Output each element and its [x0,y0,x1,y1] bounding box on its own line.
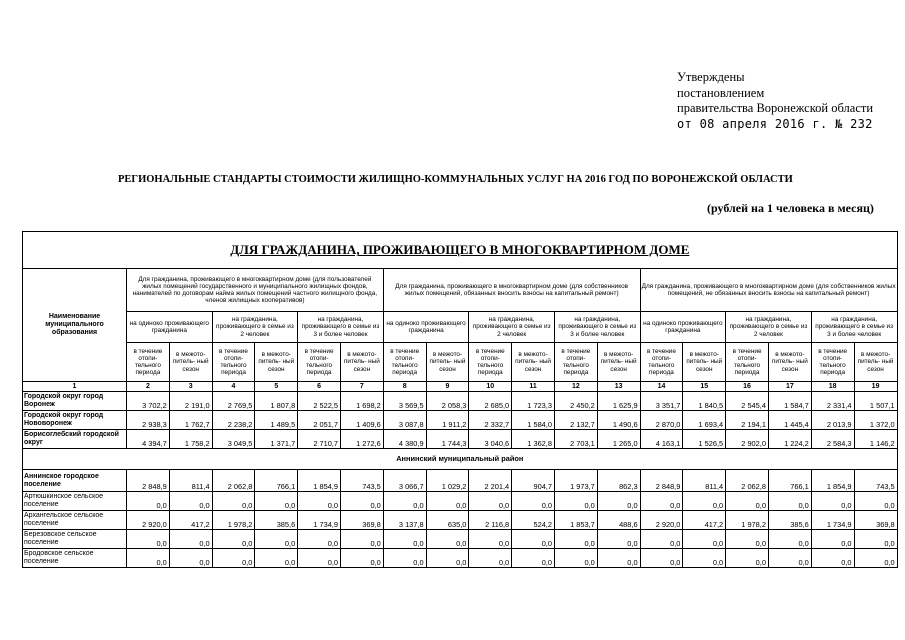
column-number: 18 [811,382,854,392]
district-section-header: Аннинский муниципальный район [23,449,898,470]
cost-value: 1 625,9 [597,392,640,411]
cost-value: 766,1 [255,470,298,492]
cost-value: 0,0 [383,549,426,568]
cost-value: 1 911,2 [426,411,469,430]
subgroup-header: на одиноко проживающего гражданина [640,312,726,343]
cost-value: 0,0 [726,530,769,549]
cost-value: 2 545,4 [726,392,769,411]
period-nonheating-header: в межото- питель- ный сезон [426,343,469,382]
cost-value: 2 685,0 [469,392,512,411]
cost-value: 1 445,4 [768,411,811,430]
column-number: 12 [554,382,597,392]
cost-value: 0,0 [854,530,897,549]
period-heating-header: в течение отопи- тельного периода [469,343,512,382]
cost-value: 1 734,9 [811,511,854,530]
cost-value: 369,8 [340,511,383,530]
approval-line-1: Утверждены [677,70,745,84]
cost-value: 2 332,7 [469,411,512,430]
cost-value: 1 029,2 [426,470,469,492]
cost-value: 4 380,9 [383,430,426,449]
cost-value: 1 807,8 [255,392,298,411]
cost-value: 3 040,6 [469,430,512,449]
approval-date: от 08 апреля 2016 г. № 232 [677,116,873,131]
cost-value: 1 584,0 [512,411,555,430]
group-header-owners-with-repair-fee: Для гражданина, проживающего в многоквартирном доме (для собственников жилых помещений, обязанных вносить взносы на капитальный ремонт) [383,269,640,312]
table-row [23,430,898,449]
period-nonheating-header: в межото- питель- ный сезон [768,343,811,382]
cost-value: 0,0 [597,530,640,549]
cost-value: 0,0 [127,492,170,511]
cost-value: 2 703,1 [554,430,597,449]
standards-table [22,231,898,568]
cost-value: 0,0 [212,492,255,511]
cost-value: 3 702,2 [127,392,170,411]
cost-value: 0,0 [169,530,212,549]
subgroup-header: на гражданина, проживающего в семье из 2 человек [726,312,812,343]
table-row [23,549,898,568]
column-number: 5 [255,382,298,392]
subgroup-header: на одиноко проживающего гражданина [127,312,213,343]
cost-value: 2 710,7 [298,430,341,449]
column-number: 6 [298,382,341,392]
cost-value: 1 526,5 [683,430,726,449]
cost-value: 2 194,1 [726,411,769,430]
cost-value: 0,0 [726,492,769,511]
cost-value: 0,0 [640,549,683,568]
cost-value: 2 201,4 [469,470,512,492]
cost-value: 1 265,0 [597,430,640,449]
subgroup-header: на гражданина, проживающего в семье из 2 человек [212,312,298,343]
municipality-name: Березовское сельское поселение [23,530,127,549]
cost-value: 488,6 [597,511,640,530]
cost-value: 0,0 [298,530,341,549]
period-nonheating-header: в межото- питель- ный сезон [512,343,555,382]
cost-value: 3 087,8 [383,411,426,430]
cost-value: 3 049,5 [212,430,255,449]
cost-value: 743,5 [854,470,897,492]
cost-value: 0,0 [340,492,383,511]
cost-value: 1 840,5 [683,392,726,411]
cost-value: 2 938,3 [127,411,170,430]
period-heating-header: в течение отопи- тельного периода [640,343,683,382]
cost-value: 2 450,2 [554,392,597,411]
cost-value: 1 854,9 [298,470,341,492]
cost-value: 2 058,3 [426,392,469,411]
cost-value: 0,0 [811,549,854,568]
table-row [23,511,898,530]
municipality-name: Бродовское сельское поселение [23,549,127,568]
cost-value: 417,2 [683,511,726,530]
table-row [23,492,898,511]
cost-value: 2 331,4 [811,392,854,411]
cost-value: 1 372,0 [854,411,897,430]
cost-value: 0,0 [127,549,170,568]
cost-value: 0,0 [683,549,726,568]
period-heating-header: в течение отопи- тельного периода [811,343,854,382]
cost-value: 1 584,7 [768,392,811,411]
municipality-name: Архангельское сельское поселение [23,511,127,530]
table-row [23,470,898,492]
cost-value: 1 146,2 [854,430,897,449]
cost-value: 0,0 [212,549,255,568]
period-heating-header: в течение отопи- тельного периода [127,343,170,382]
cost-value: 0,0 [298,492,341,511]
column-number: 8 [383,382,426,392]
cost-value: 0,0 [854,549,897,568]
cost-value: 1 723,3 [512,392,555,411]
period-heating-header: в течение отопи- тельного периода [298,343,341,382]
cost-value: 1 854,9 [811,470,854,492]
cost-value: 2 902,0 [726,430,769,449]
cost-value: 2 920,0 [640,511,683,530]
cost-value: 635,0 [426,511,469,530]
column-number: 10 [469,382,512,392]
period-nonheating-header: в межото- питель- ный сезон [683,343,726,382]
cost-value: 0,0 [469,549,512,568]
column-number: 9 [426,382,469,392]
cost-value: 1 371,7 [255,430,298,449]
cost-value: 1 698,2 [340,392,383,411]
cost-value: 0,0 [340,530,383,549]
subgroup-header: на одиноко проживающего гражданина [383,312,469,343]
table-row [23,411,898,430]
cost-value: 524,2 [512,511,555,530]
cost-value: 3 066,7 [383,470,426,492]
cost-value: 1 978,2 [212,511,255,530]
cost-value: 2 062,8 [212,470,255,492]
cost-value: 1 978,2 [726,511,769,530]
column-number: 7 [340,382,383,392]
cost-value: 4 163,1 [640,430,683,449]
cost-value: 0,0 [597,549,640,568]
cost-value: 1 224,2 [768,430,811,449]
approval-line-2: постановлением [677,85,765,100]
approval-block [677,70,873,132]
period-nonheating-header: в межото- питель- ный сезон [255,343,298,382]
cost-value: 0,0 [811,530,854,549]
period-heating-header: в течение отопи- тельного периода [212,343,255,382]
cost-value: 0,0 [554,492,597,511]
group-header-tenants: Для гражданина, проживающего в многоквартирном доме (для пользователей жилых помещений государственного и муниципального жилищных фондов, нанимателей по договорам найма жилых помещений частного жилищного фонда, членов жилищных кооперативов) [127,269,384,312]
cost-value: 385,6 [768,511,811,530]
column-number: 19 [854,382,897,392]
approval-line-3: правительства Воронежской области [677,101,874,115]
column-number: 13 [597,382,640,392]
cost-value: 0,0 [340,549,383,568]
cost-value: 0,0 [127,530,170,549]
cost-value: 2 238,2 [212,411,255,430]
cost-value: 0,0 [426,492,469,511]
column-number: 2 [127,382,170,392]
subgroup-header: на гражданина, проживающего в семье из 3 и более человек [811,312,897,343]
cost-value: 1 507,1 [854,392,897,411]
cost-value: 2 132,7 [554,411,597,430]
municipality-name: Аннинское городское поселение [23,470,127,492]
cost-value: 1 762,7 [169,411,212,430]
cost-value: 2 870,0 [640,411,683,430]
subgroup-header: на гражданина, проживающего в семье из 3 и более человек [298,312,384,343]
cost-value: 0,0 [298,549,341,568]
cost-value: 0,0 [426,530,469,549]
cost-value: 0,0 [169,549,212,568]
cost-value: 0,0 [640,530,683,549]
cost-value: 1 758,2 [169,430,212,449]
cost-value: 1 490,6 [597,411,640,430]
cost-value: 0,0 [512,549,555,568]
subgroup-header: на гражданина, проживающего в семье из 3 и более человек [554,312,640,343]
cost-value: 369,8 [854,511,897,530]
municipality-name: Городской округ город Нововоронеж [23,411,127,430]
cost-value: 0,0 [640,492,683,511]
cost-value: 0,0 [726,549,769,568]
cost-value: 862,3 [597,470,640,492]
cost-value: 0,0 [811,492,854,511]
column-number: 1 [23,382,127,392]
column-number: 16 [726,382,769,392]
cost-value: 0,0 [255,549,298,568]
cost-value: 3 569,5 [383,392,426,411]
cost-value: 2 522,5 [298,392,341,411]
column-number: 11 [512,382,555,392]
cost-value: 0,0 [768,530,811,549]
cost-value: 766,1 [768,470,811,492]
cost-value: 1 973,7 [554,470,597,492]
municipality-name: Городской округ город Воронеж [23,392,127,411]
cost-value: 1 272,6 [340,430,383,449]
cost-value: 0,0 [469,530,512,549]
cost-value: 0,0 [212,530,255,549]
cost-value: 2 584,3 [811,430,854,449]
cost-value: 385,6 [255,511,298,530]
period-nonheating-header: в межото- питель- ный сезон [169,343,212,382]
period-heating-header: в течение отопи- тельного периода [726,343,769,382]
cost-value: 1 853,7 [554,511,597,530]
cost-value: 2 051,7 [298,411,341,430]
cost-value: 1 409,6 [340,411,383,430]
table-row [23,392,898,411]
column-number: 3 [169,382,212,392]
cost-value: 0,0 [597,492,640,511]
cost-value: 0,0 [854,492,897,511]
table-banner: ДЛЯ ГРАЖДАНИНА, ПРОЖИВАЮЩЕГО В МНОГОКВАРТИРНОМ ДОМЕ [23,232,898,269]
cost-value: 0,0 [554,549,597,568]
cost-value: 1 734,9 [298,511,341,530]
cost-value: 1 489,5 [255,411,298,430]
cost-value: 417,2 [169,511,212,530]
municipality-name: Борисоглебский городской округ [23,430,127,449]
cost-value: 1 693,4 [683,411,726,430]
municipality-name: Артюшкинское сельское поселение [23,492,127,511]
cost-value: 0,0 [768,549,811,568]
cost-value: 2 848,9 [640,470,683,492]
cost-value: 0,0 [768,492,811,511]
cost-value: 0,0 [683,530,726,549]
cost-value: 3 351,7 [640,392,683,411]
cost-value: 811,4 [683,470,726,492]
cost-value: 2 848,9 [127,470,170,492]
cost-value: 0,0 [683,492,726,511]
subgroup-header: на гражданина, проживающего в семье из 2 человек [469,312,555,343]
cost-value: 1 362,8 [512,430,555,449]
period-heating-header: в течение отопи- тельного периода [383,343,426,382]
cost-value: 2 769,5 [212,392,255,411]
cost-value: 0,0 [469,492,512,511]
column-number: 15 [683,382,726,392]
cost-value: 0,0 [255,530,298,549]
cost-value: 3 137,8 [383,511,426,530]
cost-value: 0,0 [512,492,555,511]
name-column-header: Наименование муниципального образования [23,269,127,382]
column-number: 4 [212,382,255,392]
group-header-owners-without-repair-fee: Для гражданина, проживающего в многоквартирном доме (для собственников жилых помещений, не обязанных вносить взносы на капитальный ремонт) [640,269,897,312]
cost-value: 4 394,7 [127,430,170,449]
cost-value: 743,5 [340,470,383,492]
period-nonheating-header: в межото- питель- ный сезон [597,343,640,382]
cost-value: 2 062,8 [726,470,769,492]
cost-value: 2 191,0 [169,392,212,411]
cost-value: 0,0 [383,492,426,511]
cost-value: 811,4 [169,470,212,492]
cost-value: 0,0 [255,492,298,511]
period-nonheating-header: в межото- питель- ный сезон [854,343,897,382]
cost-value: 0,0 [426,549,469,568]
cost-value: 0,0 [512,530,555,549]
document-title: РЕГИОНАЛЬНЫЕ СТАНДАРТЫ СТОИМОСТИ ЖИЛИЩНО-КОММУНАЛЬНЫХ УСЛУГ НА 2016 ГОД ПО ВОРОНЕЖСКОЙ ОБЛАСТИ [118,174,793,185]
cost-value: 0,0 [383,530,426,549]
cost-value: 0,0 [169,492,212,511]
cost-value: 2 116,8 [469,511,512,530]
cost-value: 0,0 [554,530,597,549]
column-number: 14 [640,382,683,392]
cost-value: 2 013,9 [811,411,854,430]
column-number: 17 [768,382,811,392]
period-nonheating-header: в межото- питель- ный сезон [340,343,383,382]
cost-value: 2 920,0 [127,511,170,530]
cost-value: 1 744,3 [426,430,469,449]
units-note: (рублей на 1 человека в месяц) [707,201,874,215]
period-heating-header: в течение отопи- тельного периода [554,343,597,382]
cost-value: 904,7 [512,470,555,492]
table-row [23,530,898,549]
